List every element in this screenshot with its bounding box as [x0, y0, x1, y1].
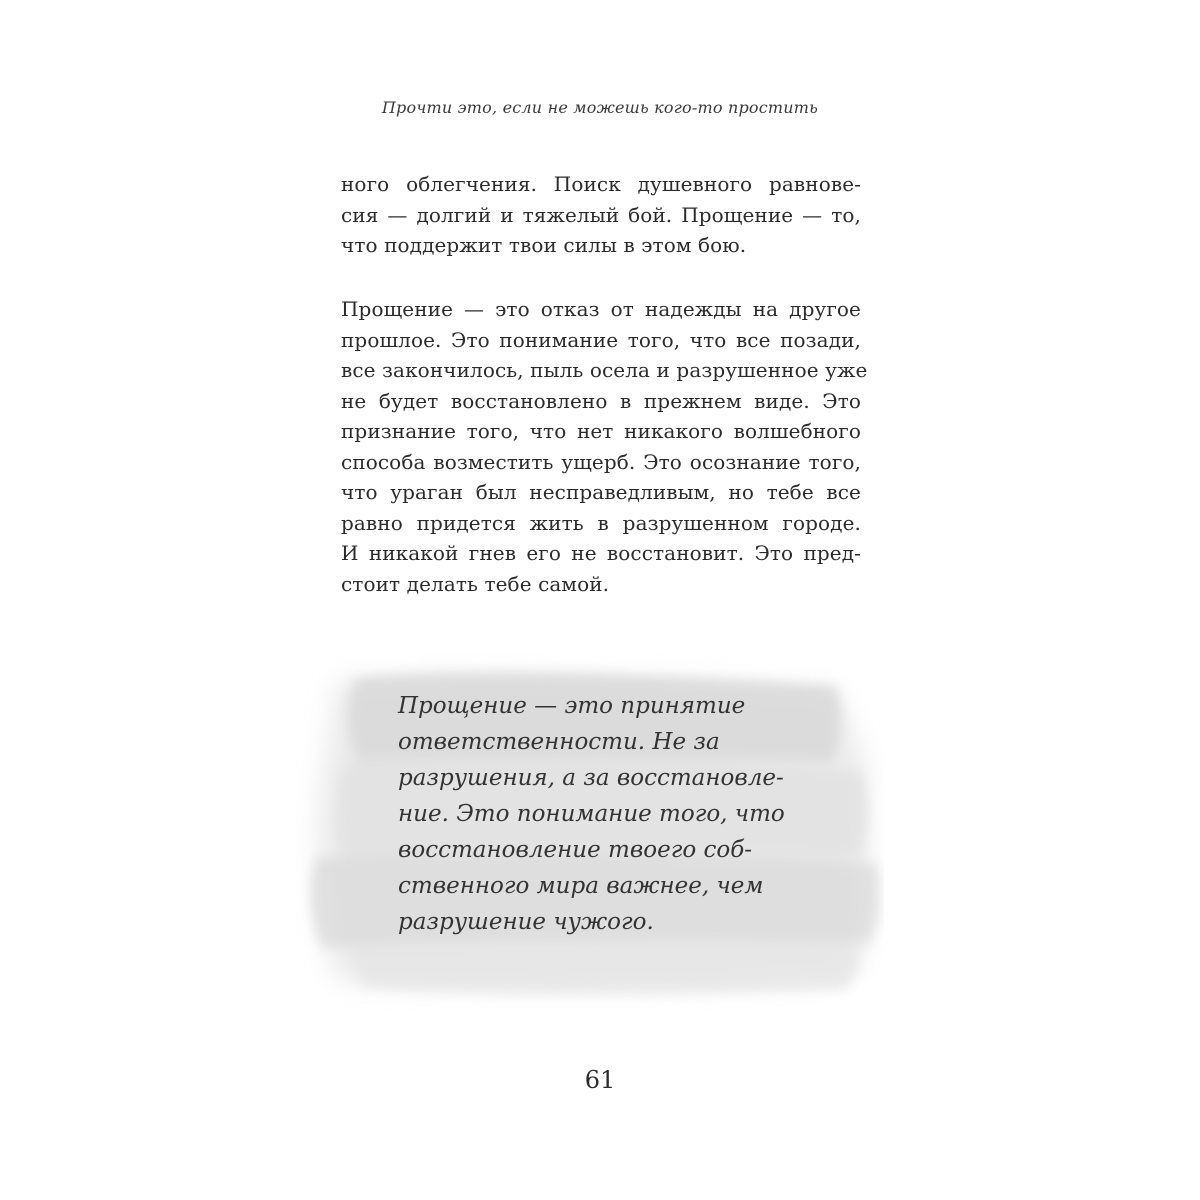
- running-header: Прочти это, если не можешь кого-то простить: [381, 98, 819, 117]
- pull-quote-line: ние. Это понимание того, что: [398, 801, 785, 827]
- paragraph-line: сия — долгий и тяжелый бой. Прощение — то,: [341, 202, 861, 227]
- pull-quote: [398, 688, 798, 940]
- pull-quote-line: ственного мира важнее, чем: [398, 873, 764, 899]
- pull-quote-line: разрушение чужого.: [398, 909, 654, 935]
- pull-quote-line: Прощение — это принятие: [398, 693, 746, 719]
- pull-quote-line: восстановление твоего соб-: [398, 837, 753, 863]
- paragraph-line: равно придется жить в разрушенном городе.: [341, 510, 861, 535]
- paragraph-line: стоит делать тебе самой.: [341, 571, 610, 596]
- paragraph-line: не будет восстановлено в прежнем виде. Это: [341, 388, 861, 413]
- paragraph-line: что ураган был несправедливым, но тебе все: [341, 480, 861, 504]
- paragraph-line: прошлое. Это понимание того, что все позади,: [341, 327, 861, 352]
- paragraph-line: ного облегчения. Поиск душевного равнове-: [341, 172, 861, 196]
- pull-quote-line: разрушения, а за восстановле-: [398, 765, 784, 791]
- paragraph-line: все закончилось, пыль осела и разрушенное уже: [341, 358, 868, 382]
- paragraph-line: Прощение — это отказ от надежды на другое: [341, 297, 861, 321]
- paragraph-line: признание того, что нет никакого волшебного: [341, 419, 861, 443]
- paragraph-2: [341, 294, 868, 599]
- paragraph-line: И никакой гнев его не восстановит. Это пред-: [341, 541, 861, 565]
- page-number: 61: [584, 1066, 616, 1094]
- pull-quote-line: ответственности. Не за: [398, 729, 720, 755]
- paragraph-1: [341, 169, 861, 261]
- paragraph-line: что поддержит твои силы в этом бою.: [341, 233, 747, 257]
- paragraph-line: способа возместить ущерб. Это осознание того,: [341, 449, 861, 474]
